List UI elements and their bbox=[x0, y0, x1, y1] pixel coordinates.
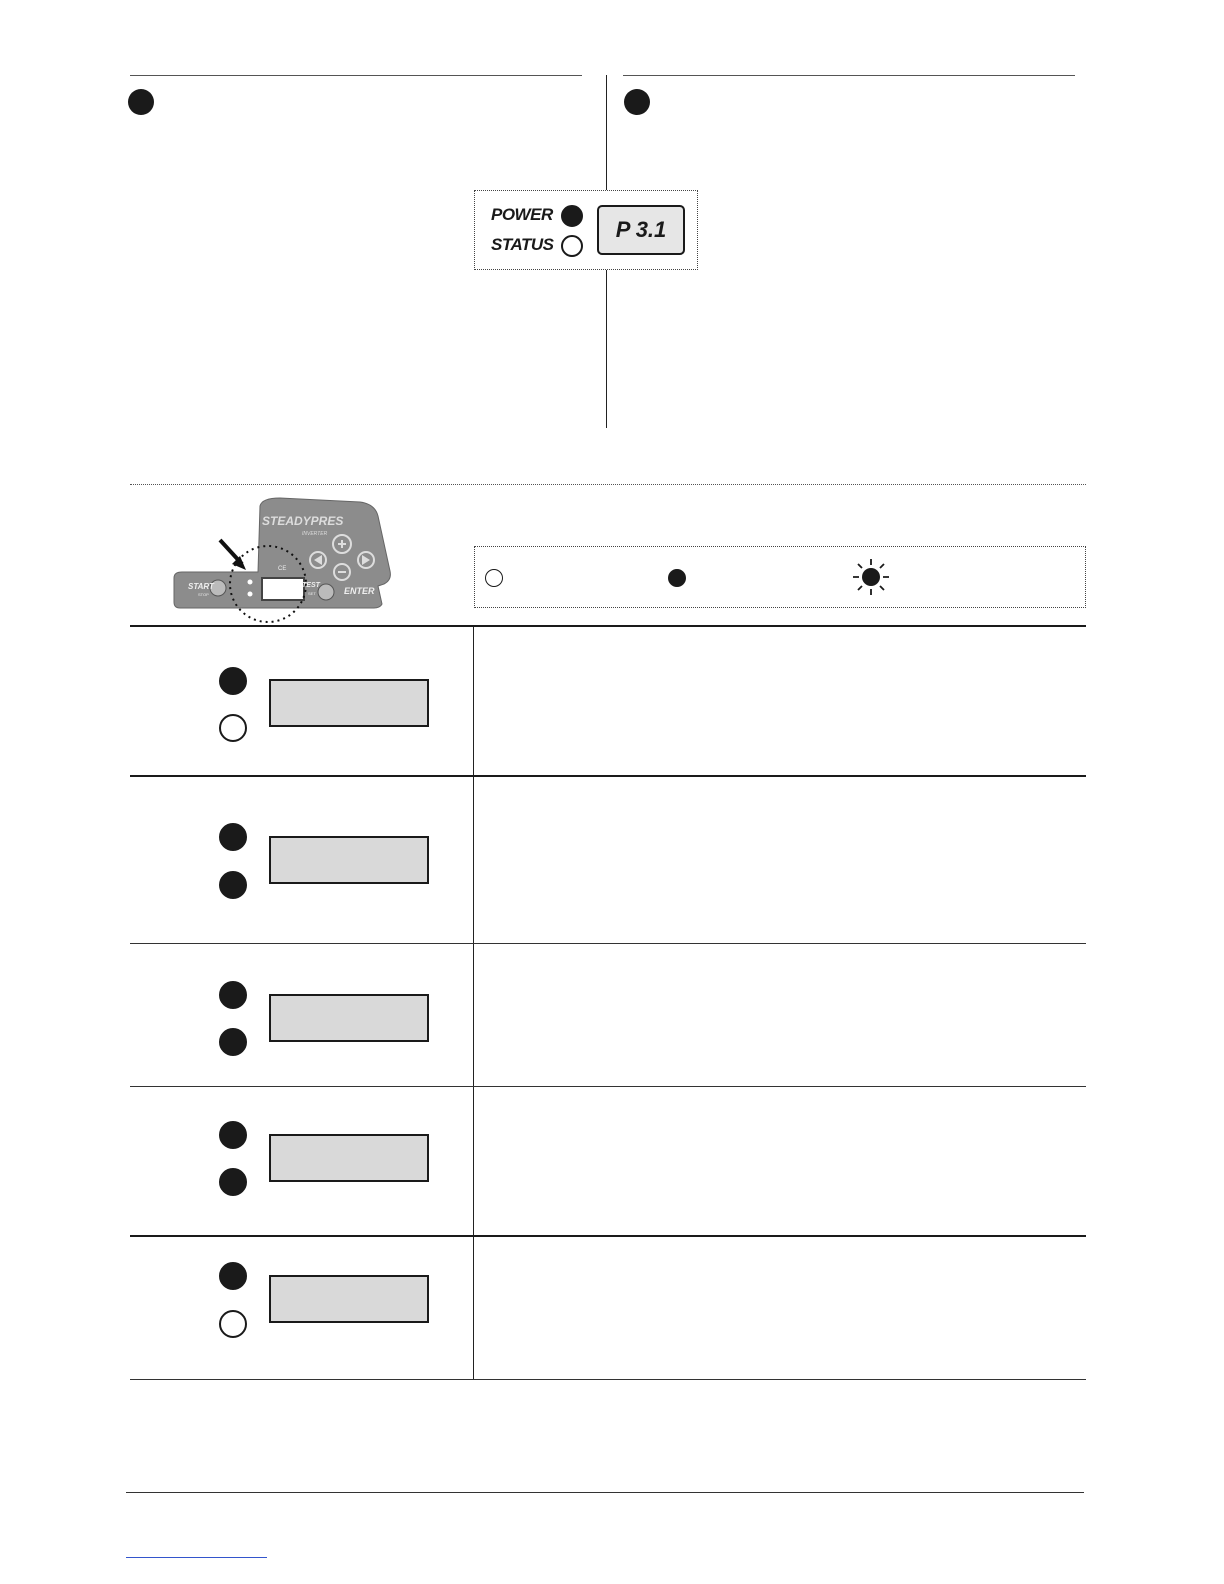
legend-on-icon bbox=[668, 569, 686, 587]
led-state-legend bbox=[474, 546, 1086, 608]
panel-enter-label: ENTER bbox=[344, 586, 375, 596]
power-led bbox=[219, 823, 247, 851]
display-callout bbox=[474, 190, 698, 270]
display-lcd bbox=[269, 1275, 429, 1323]
top-rule-right bbox=[623, 75, 1075, 76]
legend-blinking-icon bbox=[851, 557, 891, 597]
display-lcd bbox=[269, 679, 429, 727]
power-led bbox=[561, 205, 583, 227]
section-separator bbox=[130, 484, 1086, 485]
power-led bbox=[219, 1121, 247, 1149]
power-led bbox=[219, 667, 247, 695]
power-led bbox=[219, 1262, 247, 1290]
status-led bbox=[219, 714, 247, 742]
status-led bbox=[561, 235, 583, 257]
table-row bbox=[130, 777, 1088, 943]
left-column-bullet bbox=[128, 89, 154, 115]
display-lcd bbox=[269, 836, 429, 884]
display-readout: P 3.1 bbox=[597, 205, 685, 255]
display-lcd bbox=[269, 994, 429, 1042]
panel-ce-mark: CE bbox=[278, 566, 287, 572]
panel-start-sub: STOP bbox=[198, 592, 209, 597]
table-row bbox=[130, 627, 1088, 775]
top-rule-left bbox=[130, 75, 582, 76]
table-row bbox=[130, 1237, 1088, 1379]
table-row bbox=[130, 1087, 1088, 1235]
status-led bbox=[219, 1310, 247, 1338]
status-led bbox=[219, 1168, 247, 1196]
control-panel-illustration bbox=[170, 496, 410, 624]
panel-brand: STEADYPRES bbox=[262, 514, 344, 528]
panel-test-label: TEST bbox=[302, 582, 320, 589]
status-led bbox=[219, 1028, 247, 1056]
legend-off-icon bbox=[485, 569, 503, 587]
status-led bbox=[219, 871, 247, 899]
table-bottom-rule bbox=[130, 1379, 1086, 1380]
footer-link-underline[interactable] bbox=[126, 1557, 267, 1558]
footer-rule bbox=[126, 1492, 1084, 1493]
panel-start-label: START bbox=[188, 582, 214, 591]
power-label: POWER bbox=[491, 205, 553, 224]
power-led bbox=[219, 981, 247, 1009]
right-column-bullet bbox=[624, 89, 650, 115]
table-row bbox=[130, 944, 1088, 1086]
display-lcd bbox=[269, 1134, 429, 1182]
panel-subtitle: INVERTER bbox=[302, 531, 328, 537]
panel-test-sub: SET bbox=[308, 591, 316, 596]
status-label: STATUS bbox=[491, 235, 554, 254]
